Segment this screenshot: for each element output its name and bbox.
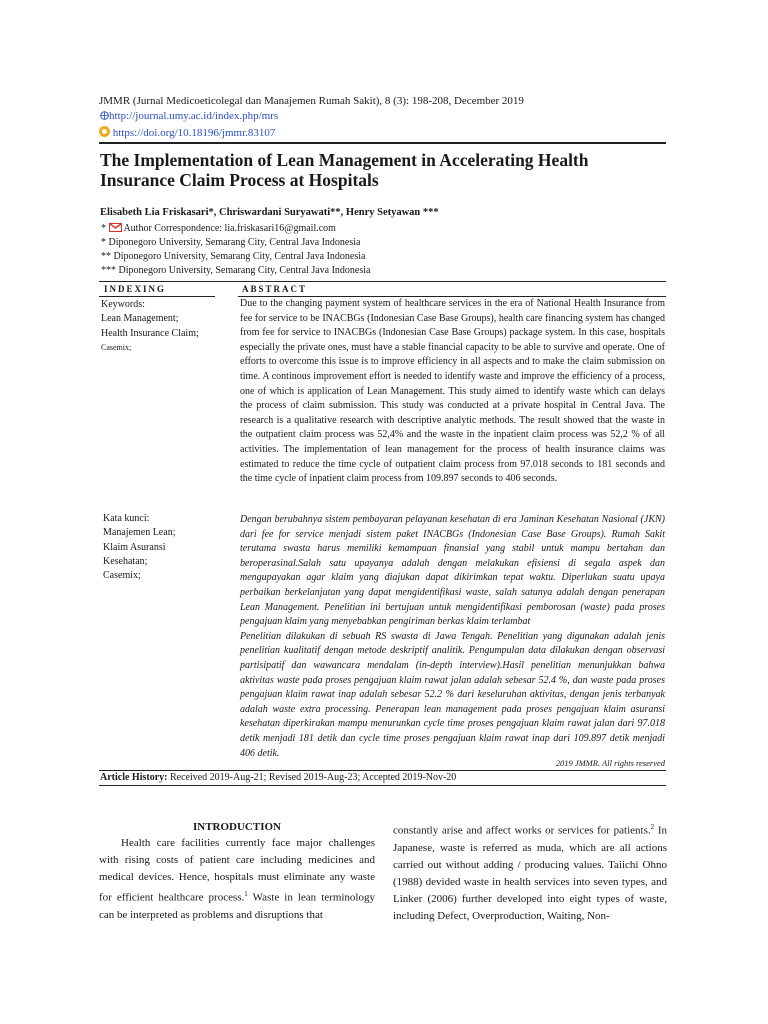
correspondence-star: * [101,223,106,234]
keywords-id [103,512,235,583]
citation-sup: 1 [244,890,248,898]
article-history [100,772,456,783]
title-line-1: The Implementation of Lean Management in Accelerating Health [100,150,589,170]
affiliation-2: ** Diponegoro University, Semarang City, Central Java Indonesia [101,251,366,262]
abstract-id-paragraph-1: Dengan berubahnya sistem pembayaran pelayanan kesehatan di era Jaminan Kesehatan Nasional (JKN) dari fee for service menjadi sistem paket INACBGs (Indonesian Case Base Groups). Rumah Sakit terutama swasta harus memiliki kemampuan finansial yang stabil untuk mampu bertahan dan beroperasinal.Salah satu upayanya adalah dengan melakukan efisiensi di segala aspek dan mengupayakan agar klaim yang diajukan dapat dikirimkan tepat waktu. Diperlukan suatu upaya perbaikan berkelanjutan yang dapat mengidentifikasi waste, salah satunya adalah dengan penerapan Lean Management. Penelitian ini bertujuan untuk mengidentifikasi pemborosan (waste) pada proses pengajuan klaim yang menyebabkan pengiriman berkas klaim terlambat [240,514,665,628]
keyword-item: Casemix; [103,570,141,582]
introduction-heading: INTRODUCTION [192,821,281,833]
affiliation-3: *** Diponegoro University, Semarang City, Central Java Indonesia [101,265,371,276]
keyword-item: Lean Management; [101,313,179,325]
copyright: 2019 JMMR. All rights reserved [555,758,665,768]
globe-icon [100,110,109,119]
indexing-heading: INDEXING [104,284,167,294]
history-bottom-rule [99,785,666,786]
keyword-item: Health Insurance Claim; [101,327,199,339]
body-right-text-2: In Japanese, waste is referred as muda, which are all actions carried out without adding / producing values. Taiichi Ohno (1988) devided waste in health services into seven types, and Linker (2006) further developed into eight types of waste, including Defect, Overproduction, Waiting, Non- [393,824,667,922]
abstract-english: Due to the changing payment system of healthcare services in the era of National Health Insurance from fee for service to be INACBGs (Indonesian Case Base Groups), health care financing system has changed from fee for service to INACBGs (Indonesian Case Base Groups) package system. In this case, hospitals especially the private ones, must have a stable financial capacity to be able to survive and operate. One of efforts to overcome this issue is to improve efficiency in all aspects and to make the claim submission on time. A continous improvement effort is needed to identify waste and improve the efficiency of a process, one of which is application of Lean Management. This study aimed to identify waste which can delays the process of claim submission. This study was conducted at a private hospital in Central Java. The research is a qualitative research with descriptive analytic methods. The result showed that the waste in the outpatient claim process was 52,4% and the waste in the inpatient claim process was 52,2 % of all activities. The implementation of lean management for the process of health insurance claims was estimated to reduce the time cycle of outpatient claim process from 97.018 seconds to 181 seconds and the time cycle of inpatient claim process from 109.897 seconds to 406 seconds. [240,298,665,485]
body-left-text-2: Waste in lean terminology can be interpreted as problems and disruptions that [99,891,375,921]
body-left-column [99,835,375,924]
keyword-item: Kesehatan; [103,555,148,567]
authors: Elisabeth Lia Friskasari*, Chriswardani Suryawati**, Henry Setyawan *** [100,207,439,218]
history-dates: Received 2019-Aug-21; Revised 2019-Aug-23; Accepted 2019-Nov-20 [167,772,457,783]
doi-line [99,125,275,140]
journal-url-line [100,109,278,123]
abstract-indonesian [240,513,665,761]
gmail-icon [109,223,122,232]
keywords-en [101,298,233,355]
section-top-rule [99,281,666,282]
body-left-text: Health care facilities currently face major challenges with rising costs of patient care including medicines and medical devices. Hence, hospitals must eliminate any waste for efficient healthcare process. [99,837,375,904]
journal-url-link[interactable]: http://journal.umy.ac.id/index.php/mrs [109,110,279,122]
correspondence [101,222,336,236]
article-title [100,150,589,190]
keyword-item: Klaim Asuransi [103,541,166,553]
history-label: Article History: [100,772,168,783]
indexing-rule [99,296,215,297]
keywords-en-label: Keywords: [101,299,145,310]
citation-sup: 2 [650,823,655,831]
doi-icon [99,126,110,137]
doi-link[interactable]: https://doi.org/10.18196/jmmr.83107 [112,127,276,139]
keyword-item: Manajemen Lean; [103,527,176,539]
abstract-heading: ABSTRACT [242,284,308,294]
journal-citation: JMMR (Jurnal Medicoeticolegal dan Manajemen Rumah Sakit), 8 (3): 198-208, December 2019 [99,95,524,107]
keywords-id-label: Kata kunci: [103,513,150,524]
correspondence-email: Author Correspondence: lia.friskasari16@gmail.com [123,223,336,234]
title-line-2: Insurance Claim Process at Hospitals [100,170,379,190]
body-right-text: constantly arise and affect works or services for patients. [393,824,651,837]
history-rule [99,770,666,771]
keyword-item: Casemix; [101,342,132,352]
body-right-column [393,819,667,925]
header-divider [99,142,666,144]
abstract-id-paragraph-2: Penelitian dilakukan di sebuah RS swasta di Jawa Tengah. Penelitian yang digunakan adalah jenis penelitian kualitatif dengan metode deskriptif analitik. Pengumpulan data dilakukan dengan observasi partisipatif dan wawancara mendalam (in-depth interview).Hasil penelitian menunjukkan bahwa aktivitas waste pada proses pengajuan klaim rawat jalan adalah sebesar 52.4 %, dan waste pada proses pengajuan klaim rawat inap adalah sebesar 52.2 % dari keseluruhan aktivitas, dengan jenis terbanyak adalah waste extra processing. Penerapan lean management pada proses pengajuan klaim asuransi kesehatan diperkirakan mampu menurunkan cycle time proses pengajuan klaim rawat jalan dari 97.018 detik menjadi 181 detik dan cycle time proses pengajuan klaim rawat inap dari 109.897 detik menjadi 406 detik. [240,630,665,759]
affiliations [101,236,370,278]
affiliation-1: * Diponegoro University, Semarang City, Central Java Indonesia [101,237,361,248]
